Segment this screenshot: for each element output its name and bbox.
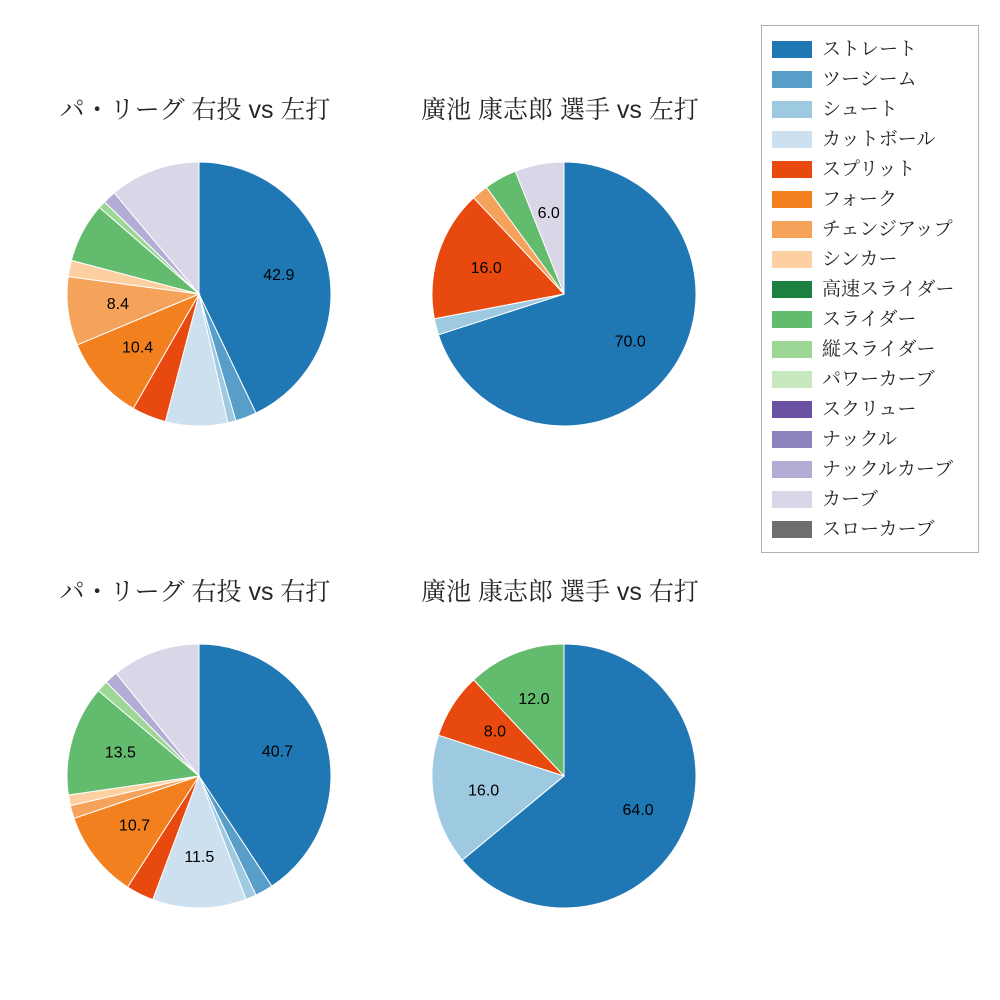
- legend-swatch: [772, 251, 812, 268]
- pie-slice-label: 10.7: [118, 817, 151, 835]
- chart-title-3: 廣池 康志郎 選手 vs 右打: [421, 578, 699, 606]
- legend-item: [772, 34, 968, 64]
- legend-label: スプリット: [822, 158, 916, 180]
- pie-chart-cell-2: [40, 572, 350, 952]
- legend-label: フォーク: [822, 188, 898, 210]
- legend-label: カットボール: [822, 128, 936, 150]
- legend-item: [772, 274, 968, 304]
- legend-label: シュート: [822, 98, 898, 120]
- pie-slice-label: 12.0: [518, 691, 550, 709]
- pie-slice-label: 70.0: [614, 333, 646, 351]
- legend-label: スローカーブ: [822, 518, 935, 540]
- legend-swatch: [772, 401, 812, 418]
- pie-slice-label: 16.0: [470, 259, 502, 277]
- legend-item: [772, 454, 968, 484]
- legend-item: [772, 64, 968, 94]
- legend-item: [772, 484, 968, 514]
- legend-item: [772, 124, 968, 154]
- pie-svg-0: [57, 152, 341, 436]
- pie-svg-2: [57, 634, 341, 918]
- legend-swatch: [772, 371, 812, 388]
- legend-swatch: [772, 431, 812, 448]
- legend-item: [772, 304, 968, 334]
- pie-3: [422, 634, 706, 918]
- pie-svg-1: [422, 152, 706, 436]
- pie-1: [422, 152, 706, 436]
- pie-slice-label: 11.5: [184, 849, 215, 867]
- pie-slice-label: 40.7: [261, 743, 293, 761]
- legend-item: [772, 424, 968, 454]
- legend-swatch: [772, 71, 812, 88]
- chart-title-1: 廣池 康志郎 選手 vs 左打: [421, 96, 699, 124]
- legend-label: パワーカーブ: [822, 368, 935, 390]
- legend-label: スライダー: [822, 308, 917, 330]
- legend-item: [772, 94, 968, 124]
- pie-slice-label: 8.4: [106, 296, 130, 314]
- pie-0: [57, 152, 341, 436]
- legend-swatch: [772, 41, 812, 58]
- legend-swatch: [772, 221, 812, 238]
- legend-item: [772, 244, 968, 274]
- legend-swatch: [772, 281, 812, 298]
- chart-title-0: パ・リーグ 右投 vs 左打: [59, 96, 331, 124]
- pie-slice-label: 6.0: [537, 204, 560, 222]
- legend-label: スクリュー: [822, 398, 917, 420]
- legend-swatch: [772, 521, 812, 538]
- pie-slice-label: 64.0: [622, 802, 654, 820]
- legend-swatch: [772, 161, 812, 178]
- pie-slice-label: 10.4: [122, 339, 154, 357]
- legend-label: ツーシーム: [822, 68, 917, 90]
- chart-title-2: パ・リーグ 右投 vs 右打: [59, 578, 331, 606]
- legend-label: シンカー: [822, 248, 898, 270]
- legend-label: カーブ: [822, 488, 879, 510]
- pie-slice-label: 8.0: [483, 723, 507, 741]
- pie-2: [57, 634, 341, 918]
- legend-label: 高速スライダー: [822, 278, 955, 300]
- legend-label: ナックルカーブ: [822, 458, 954, 480]
- pie-chart-cell-3: [405, 572, 715, 952]
- legend: [761, 25, 979, 553]
- pie-svg-3: [422, 634, 706, 918]
- legend-label: チェンジアップ: [822, 218, 953, 240]
- pie-slice-label: 13.5: [104, 744, 136, 762]
- legend-label: 縦スライダー: [822, 338, 936, 360]
- legend-item: [772, 214, 968, 244]
- legend-swatch: [772, 131, 812, 148]
- legend-item: [772, 514, 968, 544]
- legend-swatch: [772, 311, 812, 328]
- pie-slice-label: 42.9: [263, 267, 295, 285]
- legend-swatch: [772, 191, 812, 208]
- pie-chart-cell-1: [405, 90, 715, 470]
- pie-chart-cell-0: [40, 90, 350, 470]
- legend-item: [772, 154, 968, 184]
- legend-label: ストレート: [822, 38, 918, 60]
- legend-item: [772, 184, 968, 214]
- legend-swatch: [772, 461, 812, 478]
- legend-swatch: [772, 101, 812, 118]
- legend-swatch: [772, 491, 812, 508]
- legend-swatch: [772, 341, 812, 358]
- pie-slice-label: 16.0: [468, 782, 500, 800]
- legend-item: [772, 334, 968, 364]
- legend-label: ナックル: [822, 428, 898, 450]
- legend-item: [772, 364, 968, 394]
- legend-item: [772, 394, 968, 424]
